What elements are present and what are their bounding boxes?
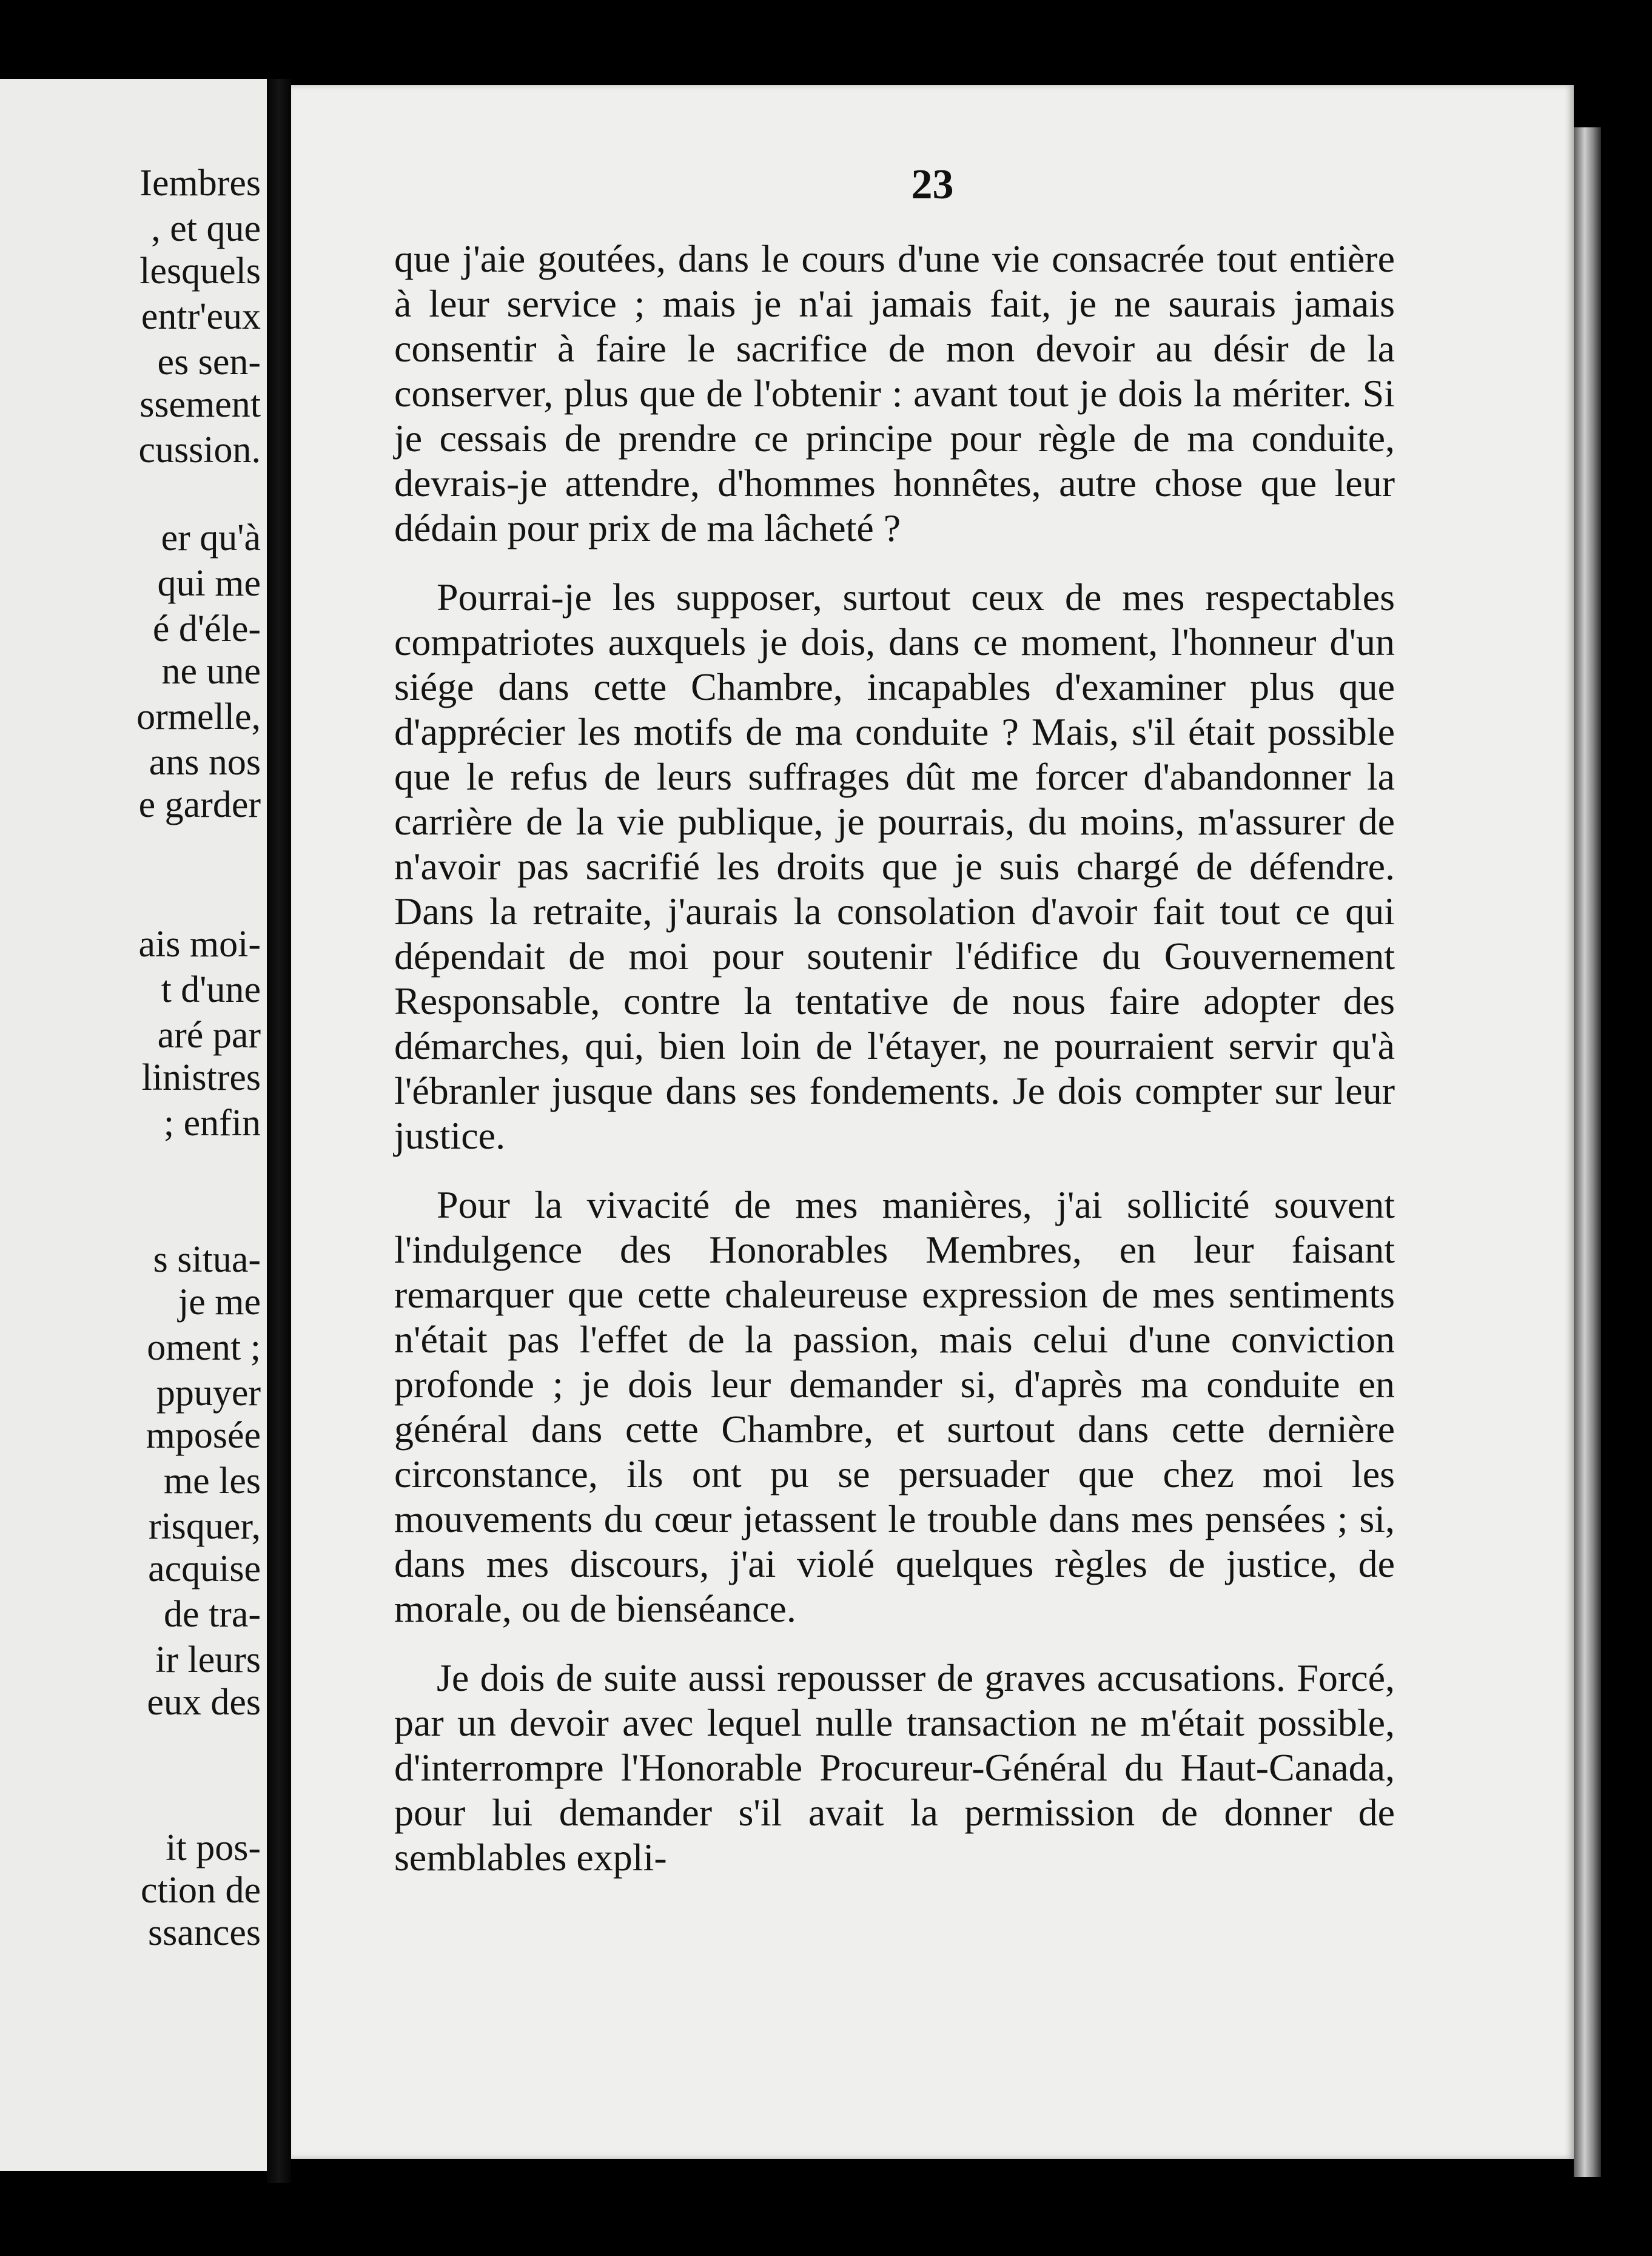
left-page-line-fragment: es sen- bbox=[157, 341, 261, 383]
left-page-line-fragment: aré par bbox=[157, 1015, 261, 1056]
body-text bbox=[394, 237, 1395, 1904]
left-page bbox=[0, 79, 267, 2171]
left-page-line-fragment: de tra- bbox=[163, 1594, 261, 1635]
left-page-line-fragment: it pos- bbox=[166, 1827, 261, 1868]
paragraph: Je dois de suite aussi repousser de graves accusations. Forcé, par un devoir avec lequel nulle transaction ne m'était possible, d'interrompre l'Honorable Procureur-Général du Haut-Canada, pour lui demander s'il avait la permission de donner de semblables expli- bbox=[394, 1656, 1395, 1879]
left-page-line-fragment: ssances bbox=[148, 1912, 261, 1953]
left-page-line-fragment: er qu'à bbox=[161, 517, 261, 559]
left-page-line-fragment: ais moi- bbox=[138, 924, 261, 965]
left-page-line-fragment: t d'une bbox=[161, 969, 261, 1010]
left-page-line-fragment: ssement bbox=[139, 384, 261, 425]
left-page-line-fragment: entr'eux bbox=[141, 296, 261, 337]
book-spine bbox=[267, 79, 291, 2183]
left-page-line-fragment: s situa- bbox=[153, 1239, 261, 1280]
left-page-line-fragment: lesquels bbox=[139, 250, 261, 292]
left-page-line-fragment: Iembres bbox=[139, 163, 261, 204]
left-page-line-fragment: je me bbox=[178, 1281, 261, 1323]
left-page-line-fragment: ans nos bbox=[149, 742, 261, 783]
left-page-line-fragment: cussion. bbox=[138, 429, 261, 471]
left-page-line-fragment: me les bbox=[163, 1460, 261, 1502]
left-page-line-fragment: risquer, bbox=[148, 1506, 261, 1547]
left-page-line-fragment: eux des bbox=[147, 1682, 261, 1723]
left-page-line-fragment: qui me bbox=[157, 563, 261, 604]
left-page-line-fragment: ; enfin bbox=[163, 1103, 261, 1144]
left-page-line-fragment: acquise bbox=[148, 1548, 261, 1590]
left-page-line-fragment: , et que bbox=[151, 208, 261, 249]
right-page bbox=[291, 85, 1574, 2159]
left-page-line-fragment: e garder bbox=[138, 784, 261, 825]
left-page-line-fragment: é d'éle- bbox=[152, 608, 261, 650]
left-page-line-fragment: ppuyer bbox=[156, 1372, 261, 1414]
left-page-line-fragment: ormelle, bbox=[136, 696, 261, 737]
left-page-line-fragment: mposée bbox=[146, 1415, 261, 1456]
paragraph: Pour la vivacité de mes manières, j'ai sollicité souvent l'indulgence des Honorables Membres, en leur faisant remarquer que cette chaleureuse expression de mes sentiments n'était pas l'effet de la passion, mais celui d'une conviction profonde ; je dois leur demander si, d'après ma conduite en général dans cette Chambre, et surtout dans cette dernière circonstance, ils ont pu se persuader que chez moi les mouvements du cœur jetassent le trouble dans mes pensées ; si, dans mes discours, j'ai violé quelques règles de justice, de morale, ou de bienséance. bbox=[394, 1183, 1395, 1630]
left-page-line-fragment: ction de bbox=[141, 1870, 261, 1911]
page-edge bbox=[1574, 127, 1601, 2177]
left-page-line-fragment: ne une bbox=[161, 651, 261, 692]
paragraph-continuation: que j'aie goutées, dans le cours d'une vie consacrée tout entière à leur service ; mais je n'ai jamais fait, je ne saurais jamais consentir à faire le sacrifice de mon devoir au désir de la conserver, plus que de l'obtenir : avant tout je dois la mériter. Si je cessais de prendre ce principe pour règle de ma conduite, devrais-je attendre, d'hommes honnêtes, autre chose que leur dédain pour prix de ma lâcheté ? bbox=[394, 237, 1395, 549]
left-page-line-fragment: linistres bbox=[141, 1057, 261, 1098]
page-number: 23 bbox=[911, 161, 954, 208]
left-page-line-fragment: oment ; bbox=[147, 1327, 261, 1368]
left-page-line-fragment: ir leurs bbox=[155, 1639, 261, 1680]
paragraph: Pourrai-je les supposer, surtout ceux de mes respectables compatriotes auxquels je dois, dans ce moment, l'honneur d'un siége dans cette Chambre, incapables d'examiner plus que d'apprécier les motifs de ma conduite ? Mais, s'il était possible que le refus de leurs suffrages dût me forcer d'abandonner la carrière de la vie publique, je pourrais, du moins, m'assurer de n'avoir pas sacrifié les droits que je suis chargé de défendre. Dans la retraite, j'aurais la consolation d'avoir fait tout ce qui dépendait de moi pour soutenir l'édifice du Gouvernement Responsable, contre la tentative de nous faire adopter des démarches, qui, bien loin de l'étayer, ne pourraient servir qu'à l'ébranler jusque dans ses fondements. Je dois compter sur leur justice. bbox=[394, 576, 1395, 1157]
